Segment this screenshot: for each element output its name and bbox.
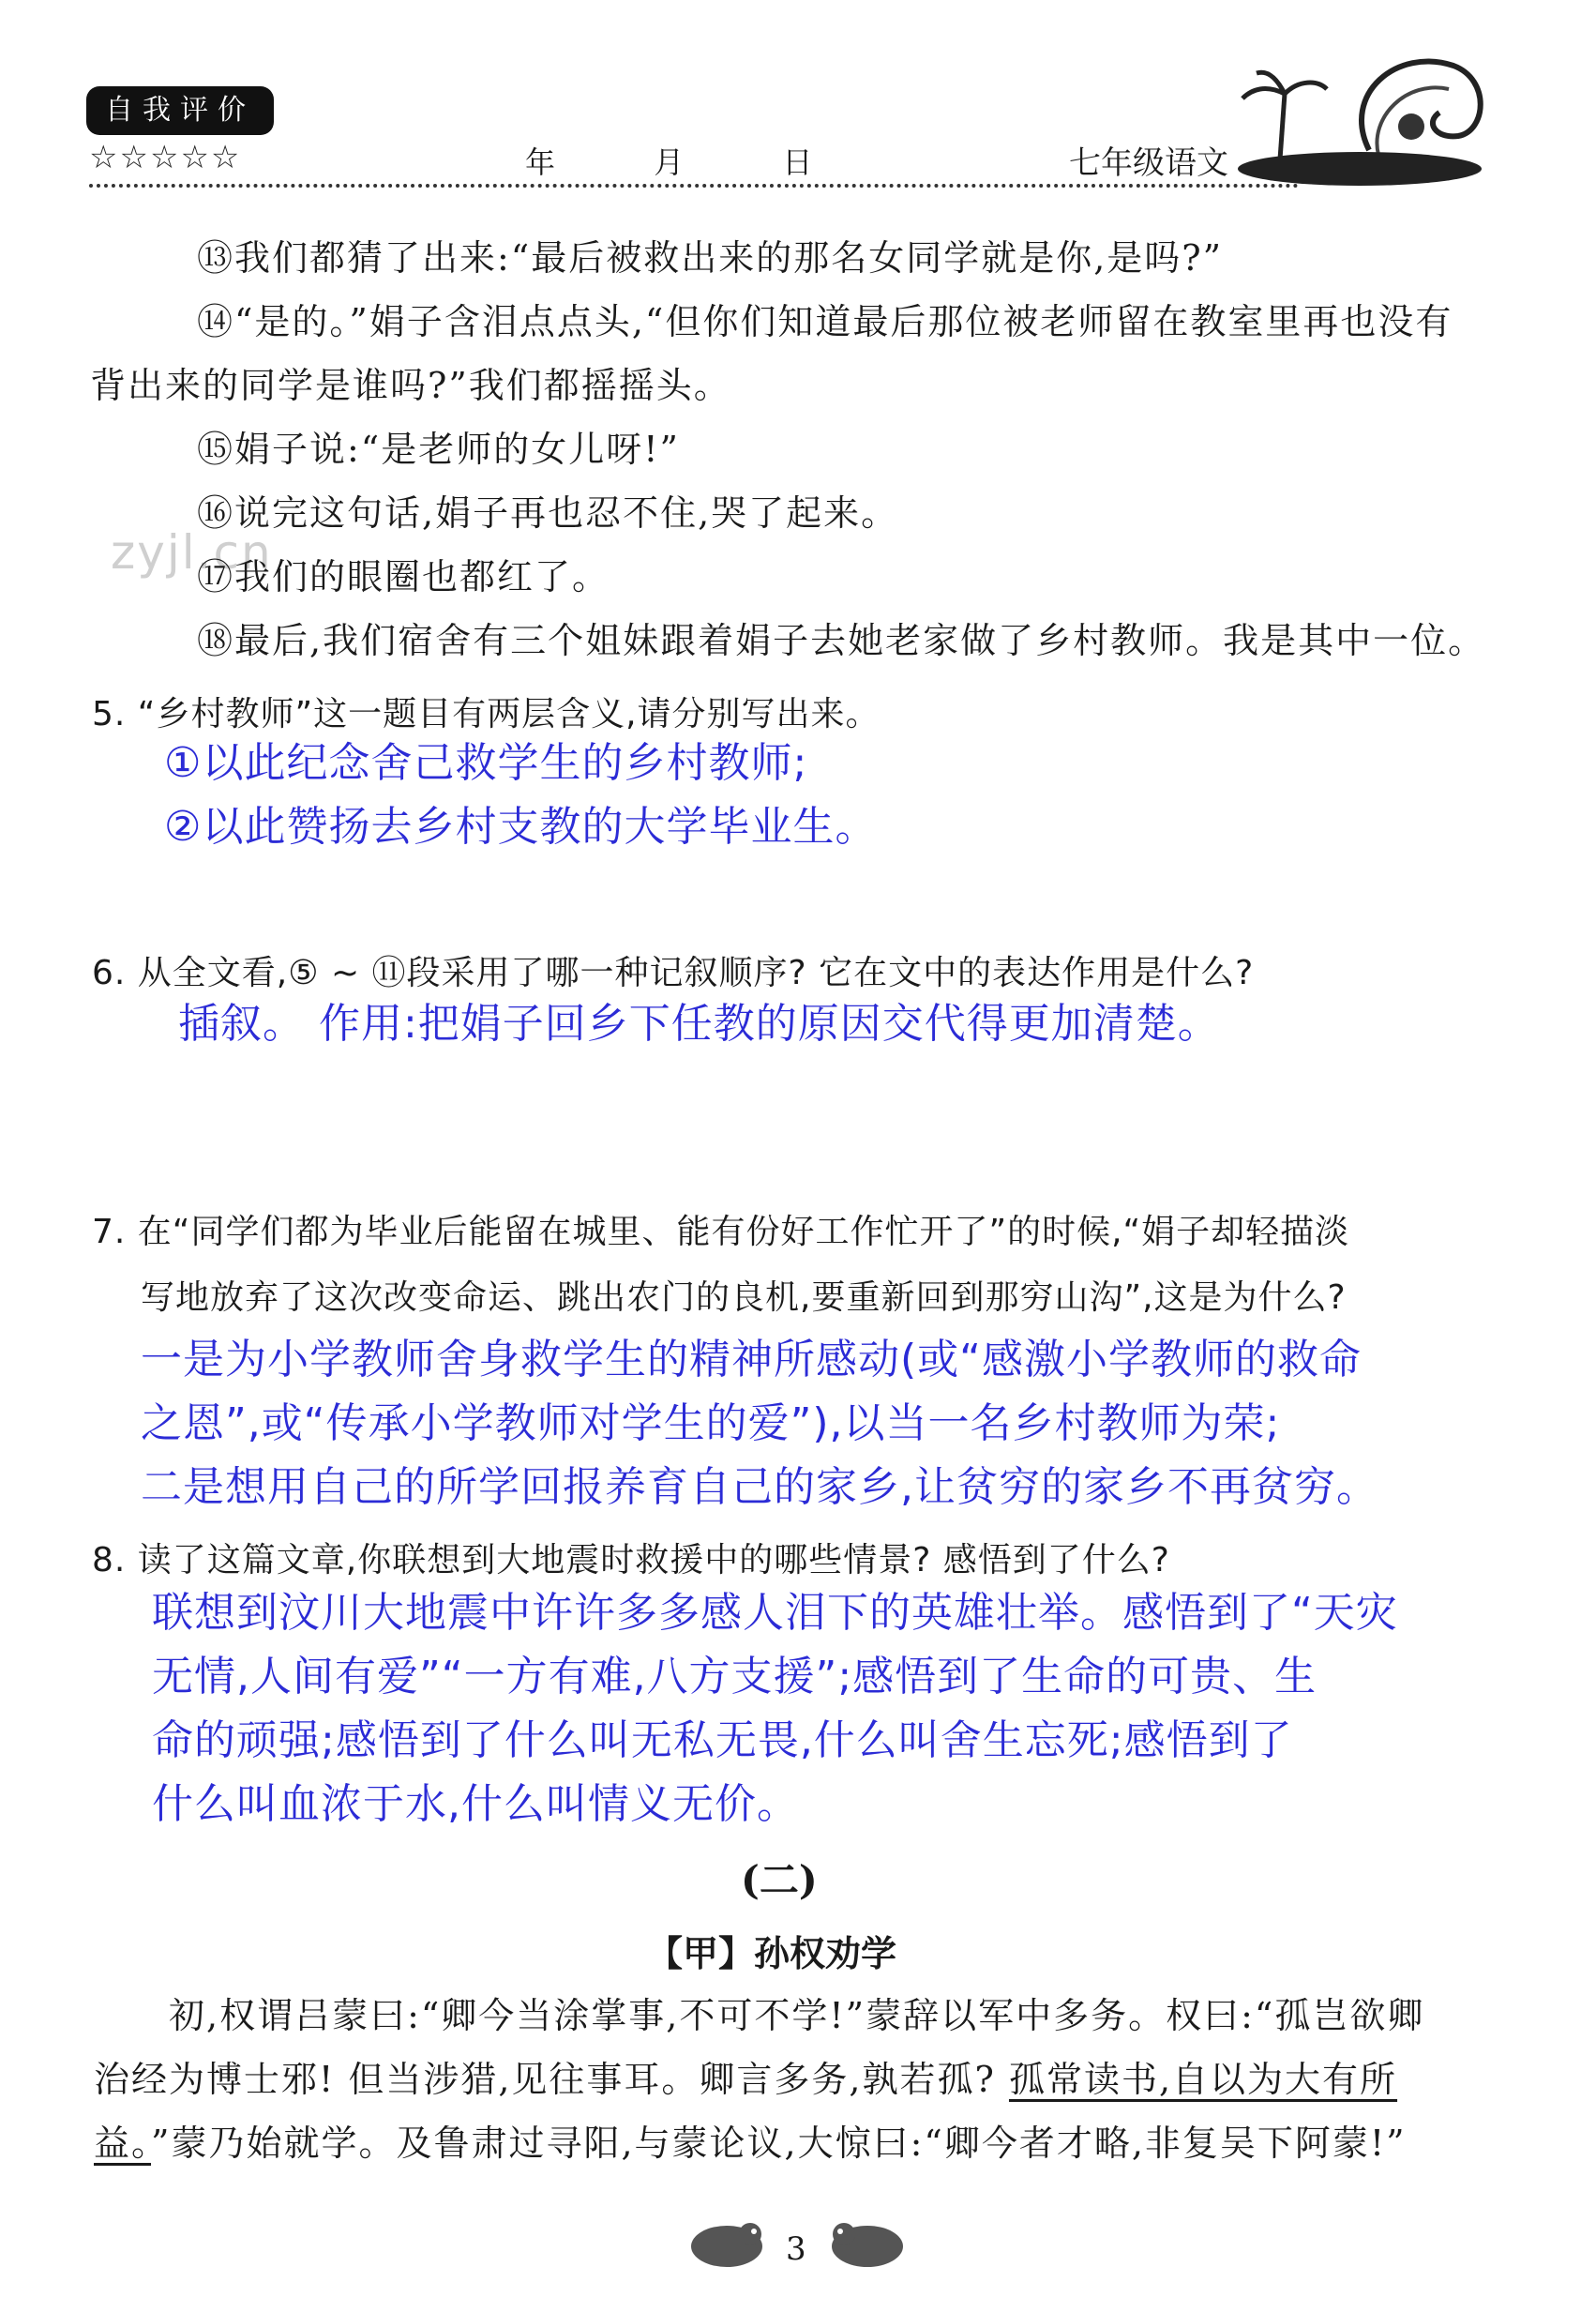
passage-line: 背出来的同学是谁吗?”我们都摇摇头。 [90,365,731,406]
answer-8-line: 无情,人间有爱”“一方有难,八方支援”;感悟到了生命的可贵、生 [152,1653,1317,1700]
classical-text-line [94,2120,1407,2167]
grade-subject-label: 七年级语文 [1069,144,1228,182]
answer-7-line: 二是想用自己的所学回报养育自己的家乡,让贫穷的家乡不再贫穷。 [141,1463,1378,1511]
passage-line: ⑮娟子说:“是老师的女儿呀!” [197,429,680,470]
question-8: 8. 读了这篇文章,你联想到大地震时救援中的哪些情景? 感悟到了什么? [92,1541,1170,1579]
passage-line: ⑱最后,我们宿舍有三个姐妹跟着娟子去她老家做了乡村教师。我是其中一位。 [197,620,1486,661]
underlined-sentence: 益。 [94,2123,152,2164]
answer-8-line: 什么叫血浓于水,什么叫情义无价。 [152,1780,799,1828]
answer-7-line: 之恩”,或“传承小学教师对学生的爱”),以当一名乡村教师为荣; [141,1399,1281,1447]
classical-text-segment: ”蒙乃始就学。及鲁肃过寻阳,与蒙论议,大惊曰:“卿今者才略,非复吴下阿蒙!” [151,2123,1407,2164]
day-label: 日 [782,144,813,180]
month-label: 月 [654,144,685,180]
text-title: 【甲】孙权劝学 [647,1933,897,1974]
page-number: 3 [786,2230,806,2268]
watermark: zyjl.cn [111,525,273,580]
year-label: 年 [525,144,556,180]
surfing-kid-illustration [1228,38,1491,197]
passage-line: ⑬我们都猜了出来:“最后被救出来的那名女同学就是你,是吗?” [197,237,1224,279]
answer-8-line: 联想到汶川大地震中许许多多感人泪下的英雄壮举。感悟到了“天灾 [152,1589,1398,1637]
section-heading: (二) [741,1857,818,1903]
question-6: 6. 从全文看,⑤ ~ ⑪段采用了哪一种记叙顺序? 它在文中的表达作用是什么? [92,954,1255,992]
self-evaluation-badge: 自我评价 [86,86,274,135]
question-7-line: 7. 在“同学们都为毕业后能留在城里、能有份好工作忙开了”的时候,“娟子却轻描淡 [92,1213,1350,1251]
classical-text-line: 初,权谓吕蒙曰:“卿今当涂掌事,不可不学!”蒙辞以军中多务。权曰:“孤岂欲卿 [169,1995,1425,2036]
answer-5-line: ①以此纪念舍己救学生的乡村教师; [164,739,808,787]
answer-6-line: 插叙。 作用:把娟子回乡下任教的原因交代得更加清楚。 [178,1000,1220,1048]
passage-line: ⑯说完这句话,娟子再也忍不住,哭了起来。 [197,492,899,534]
date-line [525,139,901,182]
passage-line: ⑭“是的。”娟子含泪点点头,“但你们知道最后那位被老师留在教室里再也没有 [197,301,1453,342]
passage-line: ⑰我们的眼圈也都红了。 [197,556,610,597]
underlined-sentence: 孤常读书,自以为大有所 [1008,2059,1398,2100]
classical-text-segment: 治经为博士邪! 但当涉猎,见往事耳。卿言多务,孰若孤? [94,2059,1009,2100]
rating-stars: ☆☆☆☆☆ [89,139,242,176]
header-divider [89,184,1299,188]
answer-8-line: 命的顽强;感悟到了什么叫无私无畏,什么叫舍生忘死;感悟到了 [152,1716,1293,1764]
answer-5-line: ②以此赞扬去乡村支教的大学毕业生。 [164,803,878,851]
question-7-line: 写地放弃了这次改变命运、跳出农门的良机,要重新回到那穷山沟”,这是为什么? [141,1278,1347,1317]
answer-7-line: 一是为小学教师舍身救学生的精神所感动(或“感激小学教师的救命 [141,1336,1362,1383]
question-5: 5. “乡村教师”这一题目有两层含义,请分别写出来。 [92,695,881,733]
classical-text-line [94,2056,1397,2103]
